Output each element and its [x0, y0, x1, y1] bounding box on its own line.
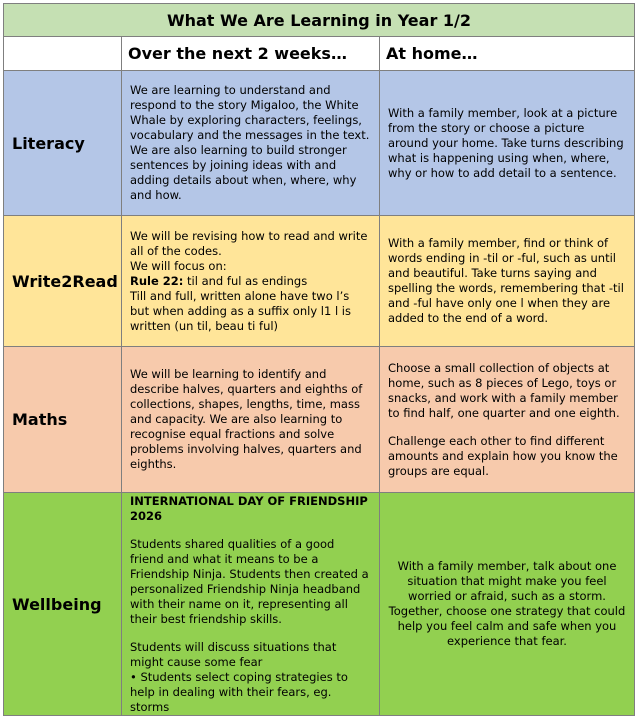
table-title: What We Are Learning in Year 1/2: [4, 4, 635, 37]
literacy-home-cell: [380, 71, 635, 216]
wellbeing-home-text: With a family member, talk about one situation that might make you feel worried or afraid, such as a storm. Together, choose one strategy that could help you feel calm and safe when you experience that fear.: [388, 559, 626, 648]
maths-row: [4, 347, 635, 493]
maths-home-p2: Challenge each other to find different amounts and explain how you know the groups are equal.: [388, 433, 618, 478]
wellbeing-weeks-p2: Students will discuss situations that might cause some fear: [130, 639, 337, 669]
maths-home-p1: Choose a small collection of objects at home, such as 8 pieces of Lego, toys or snacks, and work with a family member to find half, one quarter and one eighth.: [388, 360, 620, 420]
write2read-row: [4, 216, 635, 347]
literacy-subject: Literacy: [4, 71, 122, 216]
maths-weeks-text: We will be learning to identify and describe halves, quarters and eighths of collections, shapes, lengths, time, mass and capacity. We are also learning to recognise equal fractions and solve problems involving halves, quarters and eighths.: [130, 367, 363, 471]
rule-text: til and ful as endings: [183, 273, 308, 288]
header-at-home: At home…: [380, 37, 635, 71]
write2read-subject: Write2Read: [4, 216, 122, 347]
write2read-rule: [130, 274, 371, 289]
literacy-weeks-cell: [122, 71, 380, 216]
wellbeing-weeks-bullet: • Students select coping strategies to help in dealing with their fears, eg. storms: [130, 669, 348, 714]
wellbeing-home-cell: [380, 493, 635, 716]
wellbeing-weeks-cell: [122, 493, 380, 716]
wellbeing-row: [4, 493, 635, 716]
wellbeing-heading: INTERNATIONAL DAY OF FRIENDSHIP 2026: [130, 493, 368, 523]
header-next-weeks: Over the next 2 weeks…: [122, 37, 380, 71]
write2read-home-cell: [380, 216, 635, 347]
paragraph-gap: [130, 627, 371, 640]
write2read-intro: We will be revising how to read and write all of the codes.: [130, 228, 368, 258]
write2read-weeks-cell: [122, 216, 380, 347]
header-row: [4, 37, 635, 71]
rule-label: Rule 22:: [130, 273, 184, 288]
literacy-row: [4, 71, 635, 216]
paragraph-gap: [388, 421, 626, 434]
learning-table: [3, 3, 635, 716]
maths-subject: Maths: [4, 347, 122, 493]
literacy-weeks-text: We are learning to understand and respond to the story Migaloo, the White Whale by exploring characters, feelings, vocabulary and the messages in the text. We are also learning to build stronger sentences by joining ideas with and adding details about when, where, why and how.: [130, 83, 370, 202]
paragraph-gap: [130, 524, 371, 537]
header-blank-cell: [4, 37, 122, 71]
write2read-focus: We will focus on:: [130, 258, 227, 273]
wellbeing-weeks-p1: Students shared qualities of a good friend and what it means to be a Friendship Ninja. Students then created a personalized Friendship Ninja headband with their name on it, representing all their best friendship skills.: [130, 536, 369, 626]
maths-home-cell: [380, 347, 635, 493]
literacy-home-text: With a family member, look at a picture from the story or choose a picture around your home. Take turns describing what is happening using when, where, why or how to add detail to a sentence.: [388, 105, 624, 180]
wellbeing-subject: Wellbeing: [4, 493, 122, 716]
write2read-rule-detail: Till and full, written alone have two l’s but when adding as a suffix only l1 l is written (un til, beau ti ful): [130, 288, 351, 333]
write2read-home-text: With a family member, find or think of words ending in -til or -ful, such as until and beautiful. Take turns saying and spelling the words, remembering that -til and -ful have only one l when they are added to the end of a word.: [388, 236, 624, 325]
learning-overview-document: [3, 3, 635, 716]
maths-weeks-cell: [122, 347, 380, 493]
